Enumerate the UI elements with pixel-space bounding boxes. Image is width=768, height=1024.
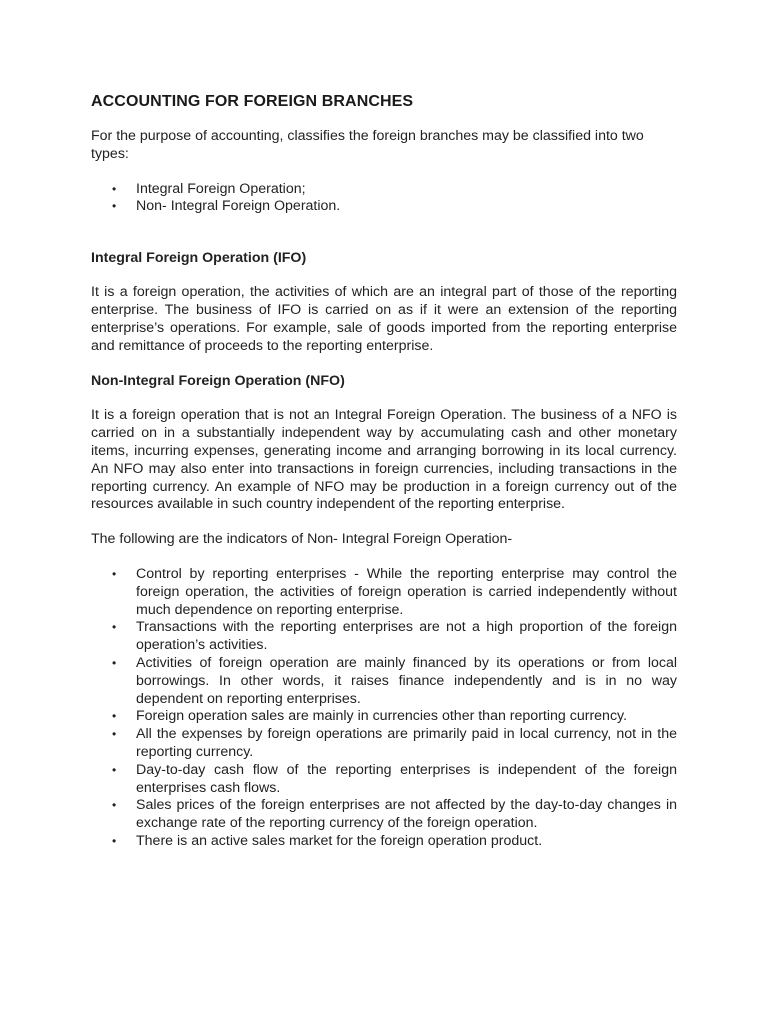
list-item-text: Non- Integral Foreign Operation. (136, 198, 341, 215)
bullet-icon: • (112, 199, 117, 214)
list-item-text: Control by reporting enterprises - While the reporting enterprise may control the foreign operation, the activities of foreign operation is carried independently without much dependence on reporting enterprise. (136, 565, 677, 618)
list-item (91, 655, 677, 708)
nfo-heading: Non-Integral Foreign Operation (NFO) (91, 373, 345, 390)
bullet-icon: • (112, 727, 117, 742)
document-page (91, 92, 677, 851)
bullet-icon: • (112, 762, 117, 777)
list-item (91, 181, 677, 199)
list-item-text: Transactions with the reporting enterprises are not a high proportion of the foreign operation’s activities. (136, 619, 677, 654)
list-item-text: There is an active sales market for the foreign operation product. (136, 832, 543, 849)
list-item (91, 619, 677, 655)
list-item-text: All the expenses by foreign operations are primarily paid in local currency, not in the reporting currency. (136, 726, 677, 760)
list-item-text: Foreign operation sales are mainly in currencies other than reporting currency. (136, 708, 628, 725)
bullet-icon: • (112, 620, 117, 635)
list-item-text: Activities of foreign operation are mainly financed by its operations or from local borrowings. In other words, it raises finance independently and is in no way dependent on reporting enterprises. (136, 654, 677, 707)
bullet-icon: • (112, 709, 117, 724)
list-item (91, 797, 677, 833)
bullet-icon: • (112, 181, 117, 196)
bullet-icon: • (112, 566, 117, 581)
list-item (91, 726, 677, 762)
document-title: ACCOUNTING FOR FOREIGN BRANCHES (91, 93, 414, 110)
bullet-icon: • (112, 833, 117, 848)
list-item (91, 762, 677, 798)
list-item (91, 708, 677, 726)
indicators-intro: The following are the indicators of Non- Integral Foreign Operation- (91, 531, 513, 548)
ifo-heading: Integral Foreign Operation (IFO) (91, 250, 307, 267)
list-item-text: Sales prices of the foreign enterprises are not affected by the day-to-day changes in exchange rate of the reporting currency of the foreign operation. (136, 797, 677, 832)
bullet-icon: • (112, 655, 117, 670)
indicators-list (91, 566, 677, 851)
list-item-text: Day-to-day cash flow of the reporting enterprises is independent of the foreign enterprises cash flows. (136, 761, 677, 796)
list-item (91, 198, 677, 216)
branch-types-list (91, 181, 677, 217)
bullet-icon: • (112, 798, 117, 813)
list-item-text: Integral Foreign Operation; (136, 180, 306, 197)
nfo-paragraph: It is a foreign operation that is not an Integral Foreign Operation. The business of a NFO is carried on in a substantially independent way by accumulating cash and other monetary items, incurring expenses, generating income and arranging borrowing in its local currency. An NFO may also enter into transactions in foreign currencies, including transactions in the reporting currency. An example of NFO may be production in a foreign currency out of the resources available in such country independent of the reporting enterprise. (91, 407, 677, 513)
list-item (91, 833, 677, 851)
ifo-paragraph: It is a foreign operation, the activities of which are an integral part of those of the reporting enterprise. The business of IFO is carried on as if it were an extension of the reporting enterprise’s operations. For example, sale of goods imported from the reporting enterprise and remittance of proceeds to the reporting enterprise. (91, 284, 677, 354)
intro-paragraph: For the purpose of accounting, classifies the foreign branches may be classified into two types: (91, 128, 644, 162)
list-item (91, 566, 677, 619)
